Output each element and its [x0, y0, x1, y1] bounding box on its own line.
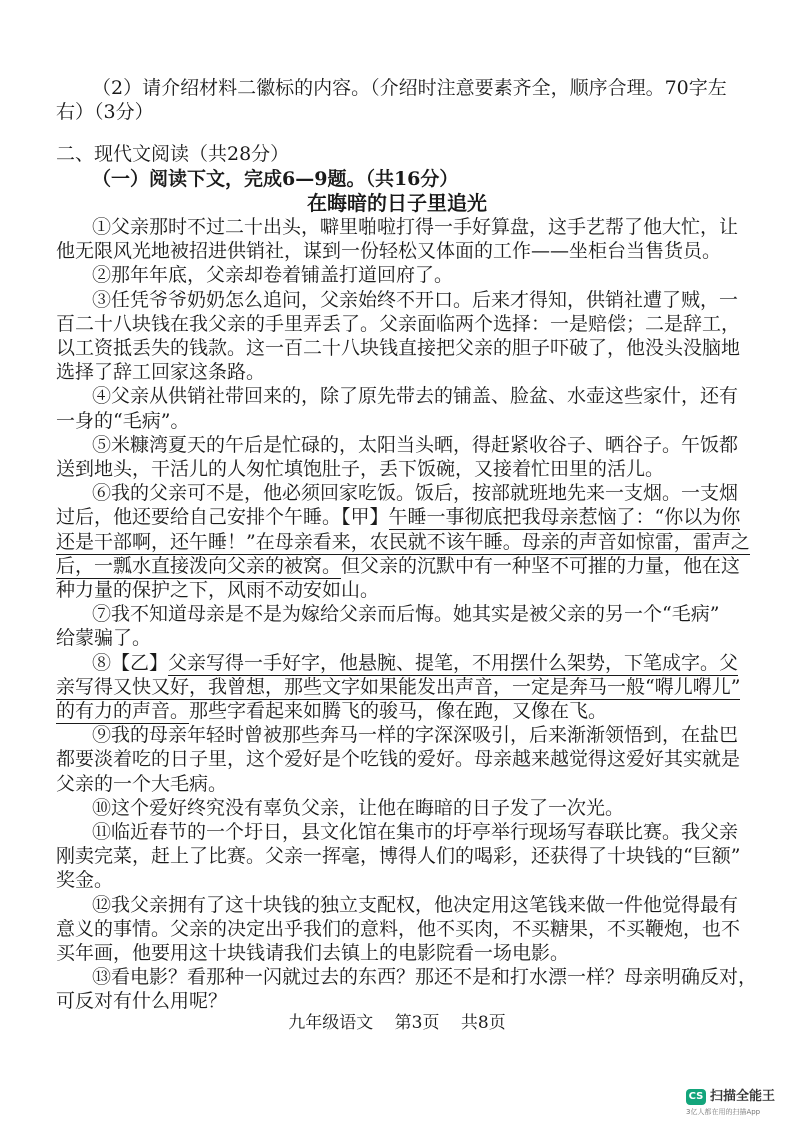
- camscanner-tagline: 3亿人都在用的扫描App: [686, 1108, 761, 1116]
- paragraph-line: 都要淡着吃的日子里，这个爱好是个吃钱的爱好。母亲越来越觉得这爱好其实就是: [56, 748, 741, 771]
- paragraph-line: ⑩这个爱好终究没有辜负父亲，让他在晦暗的日子发了一次光。: [92, 796, 625, 819]
- paragraph-line: 的有力的声音。那些字看起来如腾飞的骏马，像在跑，又像在飞。: [56, 700, 608, 722]
- underlined-sentence-jia: 午睡一事彻底把我母亲惹恼了：“你以为你: [388, 506, 741, 529]
- passage-title: 在晦暗的日子里追光: [307, 190, 487, 215]
- paragraph-line: 过后，他还要给自己安排个午睡。【甲】午睡一事彻底把我母亲惹恼了：“你以为你: [56, 506, 741, 529]
- paragraph-line: 百二十八块钱在我父亲的手里弄丢了。父亲面临两个选择：一是赔偿；二是辞工，: [56, 312, 741, 335]
- paragraph-line: 送到地头，干活儿的人匆忙填饱肚子，丢下饭碗，又接着忙田里的活儿。: [56, 458, 665, 480]
- camscanner-name: 扫描全能王: [710, 1089, 776, 1104]
- paragraph-line: [0, 530, 794, 554]
- paragraph-line: [0, 675, 794, 699]
- paragraph-line: 意义的事情。父亲的决定出乎我们的意料，他不买肉，不买糖果，不买鞭炮，也不: [56, 917, 741, 940]
- paragraph-line: 以工资抵丢失的钱款。这一百二十八块钱直接把父亲的胆子吓破了，他没头没脑地: [56, 337, 741, 359]
- underlined-sentence-yi: 的有力的声音。: [56, 700, 190, 722]
- paragraph-line: 他无限风光地被招进供销社，谋到一份轻松又体面的工作——坐柜台当售货员。: [56, 240, 722, 263]
- paragraph-line: ⑬看电影？看那种一闪就过去的东西？那还不是和打水漂一样？母亲明确反对，: [92, 966, 758, 989]
- footer-subject: 九年级语文: [288, 1013, 374, 1033]
- paragraph-line: 奖金。: [56, 869, 114, 892]
- footer-page: 第3页: [394, 1013, 440, 1033]
- underlined-sentence-yi: 亲写得又快又好，我曾想，那些文字如果能发出声音，一定是奔马一般“嘚儿嘚儿”: [56, 675, 741, 698]
- paragraph-line: ④父亲从供销社带回来的，除了原先带去的铺盖、脸盆、水壶这些家什，还有: [92, 385, 739, 408]
- paragraph-line: ⑦我不知道母亲是不是为嫁给父亲而后悔。她其实是被父亲的另一个“毛病”: [92, 603, 720, 626]
- paragraph-line: ⑤米糠湾夏天的午后是忙碌的，太阳当头晒，得赶紧收谷子、晒谷子。午饭都: [92, 433, 739, 456]
- paragraph-line: ⑥我的父亲可不是，他必须回家吃饭。饭后，按部就班地先来一支烟。一支烟: [92, 482, 739, 505]
- paragraph-line: 给蒙骗了。: [56, 627, 152, 650]
- paragraph-line: 父亲的一个大毛病。: [56, 772, 228, 795]
- paragraph-line: 后，一瓢水直接泼向父亲的被窝。但父亲的沉默中有一种坚不可摧的力量，他在这: [56, 554, 741, 577]
- paragraph-line: ⑫我父亲拥有了这十块钱的独立支配权，他决定用这笔钱来做一件他觉得最有: [92, 893, 739, 916]
- footer-total: 共8页: [460, 1013, 506, 1033]
- section-heading: 二、现代文阅读（共28分）: [56, 143, 290, 166]
- question-line: 右）（3分）: [56, 101, 154, 124]
- question-line: （2）请介绍材料二徽标的内容。（介绍时注意要素齐全，顺序合理。70字左: [92, 77, 727, 99]
- paragraph-line: ⑨我的母亲年轻时曾被那些奔马一样的字深深吸引，后来渐渐领悟到，在盐巴: [92, 724, 739, 747]
- paragraph-line: 可反对有什么用呢？: [56, 990, 228, 1013]
- camscanner-logo-icon: CS: [686, 1089, 706, 1105]
- paragraph-line: ⑧【乙】父亲写得一手好字，他悬腕、提笔，不用摆什么架势，下笔成字。父: [92, 651, 739, 674]
- paragraph-line: 选择了辞工回家这条路。: [56, 361, 266, 384]
- paragraph-line: ⑪临近春节的一个圩日，县文化馆在集市的圩亭举行现场写春联比赛。我父亲: [92, 821, 739, 843]
- paragraph-line: ②那年年底，父亲却卷着铺盖打道回府了。: [92, 264, 454, 287]
- underlined-sentence-yi: 父亲写得一手好字，他悬腕、提笔，不用摆什么架势，下笔成字。父: [168, 651, 739, 674]
- underlined-sentence-jia: 后，一瓢水直接泼向父亲的被窝。: [56, 554, 342, 577]
- paragraph-line: 种力量的保护之下，风雨不动安如山。: [56, 579, 380, 601]
- paragraph-line: 一身的“毛病”。: [56, 409, 190, 432]
- page-footer: [0, 1012, 794, 1034]
- underlined-sentence-jia: 还是干部啊，还午睡！”在母亲看来，农民就不该午睡。母亲的声音如惊雷，雷声之: [56, 530, 750, 553]
- paragraph-line: ①父亲那时不过二十出头，噼里啪啦打得一手好算盘，这手艺帮了他大忙，让: [92, 216, 739, 238]
- paragraph-line: 刚卖完菜，赶上了比赛。父亲一挥毫，博得人们的喝彩，还获得了十块钱的“巨额”: [56, 845, 741, 868]
- paragraph-line: 买年画，他要用这十块钱请我们去镇上的电影院看一场电影。: [56, 942, 570, 964]
- paragraph-line: ③任凭爷爷奶奶怎么追问，父亲始终不开口。后来才得知，供销社遭了贼，一: [92, 288, 739, 311]
- section-subheading: （一）阅读下文，完成6—9题。（共16分）: [92, 167, 459, 190]
